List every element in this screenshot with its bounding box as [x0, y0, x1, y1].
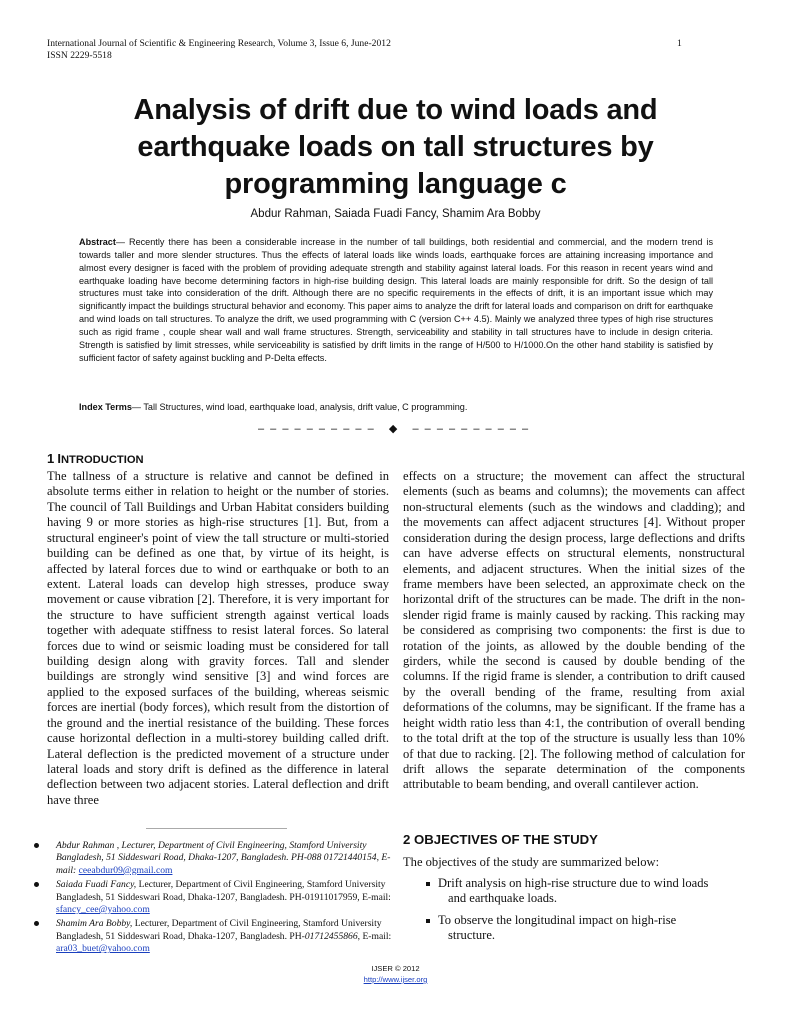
list-item: [426, 913, 746, 944]
objective-line-2: structure.: [448, 928, 496, 943]
footnote-item: [34, 918, 394, 955]
footnote-name: Saiada Fuadi Fancy,: [56, 879, 137, 891]
footer-copyright: IJSER © 2012: [371, 964, 420, 973]
footnote-email-label: , E-mail:: [357, 930, 392, 942]
section-1-right-column: effects on a structure; the movement can affect the structural elements (such as beams and columns); the movements can affect non-structural elements (such as the windows and cladding); and the movements can affect adjacent structures [4]. Without proper consideration during the design process, large deflections and drifts can have adverse effects on structural elements, nonstructural elements, and adjacent structures. When the initial sizes of the frame members have been selected, an approximate check on the horizontal drift of the structures can be made. The drift in the non-slender rigid frame is mainly caused by racking. This racking may be considered as comprising two components: the first is due to rotation of the joints, as allowed by the double bending of the girders, while the second is caused by double bending of the columns. If the rigid frame is slender, a contribution to drift caused by the overall bending of the frame, resulting from axial deformations of the columns, may be significant. If the frame has a height width ratio less than 4:1, the contribution of overall bending to the total drift at the top of the structure is usually less than 10% of that due to racking. [2]. The following method of calculation for drift allows the separate determination of the components attributable to beam bending, and overall cantilever action.: [403, 469, 745, 792]
section-1-title-initial: I: [57, 451, 61, 466]
footnote-name: Shamim Ara Bobby,: [56, 918, 133, 930]
paper-title: [80, 92, 711, 203]
footnote-item: [34, 879, 394, 916]
title-line-1: Analysis of drift due to wind loads and: [133, 94, 658, 126]
footer-url-link[interactable]: http://www.ijser.org: [363, 975, 428, 984]
footnote-separator: [146, 828, 287, 829]
section-1-heading: [47, 451, 144, 466]
objective-line-1: To observe the longitudinal impact on high-rise: [438, 912, 677, 927]
footnote-name: Abdur Rahman: [56, 840, 115, 851]
objective-line-1: Drift analysis on high-rise structure due to wind loads: [438, 876, 709, 890]
bullet-icon: [34, 843, 39, 848]
list-item: [426, 876, 746, 907]
email-link[interactable]: ceeabdur09@gmail.com: [78, 864, 173, 876]
journal-header: [47, 38, 687, 62]
section-1-left-column: The tallness of a structure is relative and cannot be defined in absolute terms either in relation to height or the number of stories. The council of Tall Buildings and Urban Habitat considers building having 9 or more stories as high-rise structures [1]. But, from a structural engineer's point of view the tall structure or multi-storied building can be defined as one that, by virtue of its height, is affected by lateral forces due to wind or earthquake or both to an extent. Lateral loads can develop high stresses, produce sway movement or cause vibration [2]. Therefore, it is very important for the structure to have sufficient strength against vertical loads together with adequate stiffness to resist lateral forces. So lateral forces due to wind or seismic loading must be considered for tall building design along with gravity forces. Tall and slender buildings are strongly wind sensitive [3] and wind forces are applied to the exposed surfaces of the building, whereas seismic forces are inertial (body forces), which result from the distortion of the ground and the inertial resistance of the building. These forces cause horizontal deflection in a multi-storey building called drift. Lateral deflection is the predicted movement of a structure under lateral loads and story drift is defined as the difference in lateral deflection between two adjacent stories. Lateral deflection and drift have three: [47, 469, 389, 807]
title-line-2: earthquake loads on tall structures by: [137, 131, 654, 163]
title-line-3: programming language c: [224, 168, 567, 200]
author-list: Abdur Rahman, Saiada Fuadi Fancy, Shamim Ara Bobby: [250, 208, 541, 220]
section-1-number: 1: [47, 451, 55, 466]
issn: ISSN 2229-5518: [47, 50, 112, 61]
email-link[interactable]: ara03_buet@yahoo.com: [56, 943, 150, 955]
section-2-intro: The objectives of the study are summarized below:: [403, 855, 660, 869]
footnote-affiliation: , Lecturer, Department of Civil Engineering, Stamford University Bangladesh, 51 Siddeswari Road, Dhaka-1207, Bangladesh. PH-088 01721440154,: [56, 840, 379, 864]
page-number: 1: [677, 38, 682, 49]
abstract-label: Abstract: [79, 237, 116, 247]
section-2-heading: 2 OBJECTIVES OF THE STUDY: [403, 832, 598, 847]
footnote-item: [34, 840, 394, 877]
bullet-icon: [34, 882, 39, 887]
abstract: [79, 236, 713, 364]
section-1-title-rest: NTRODUCTION: [60, 454, 144, 466]
section-divider: – – – – – – – – – – ◆ – – – – – – – – – –: [258, 423, 530, 435]
square-bullet-icon: [426, 882, 430, 886]
square-bullet-icon: [426, 919, 430, 923]
index-terms-text: — Tall Structures, wind load, earthquake load, analysis, drift value, C programming.: [131, 402, 468, 412]
footnote-affiliation: Lecturer, Department of Civil Engineering, Stamford University Bangladesh, 51 Siddeswari Road, Dhaka-1207, Bangladesh. PH-01911017959,: [56, 879, 386, 903]
author-footnotes: [34, 840, 394, 958]
footnote-affiliation: Lecturer, Department of Civil Engineering, Stamford University Bangladesh, 51 Siddeswari Road, Dhaka-1207, Bangladesh. PH-: [56, 918, 382, 942]
email-link[interactable]: sfancy_cee@yahoo.com: [56, 904, 150, 916]
footnote-phone: 01712455866: [304, 930, 358, 942]
abstract-text: — Recently there has been a considerable increase in the number of tall buildings, both residential and commercial, and the modern trend is towards taller and more slender structures. Thus the effects of lateral loads like winds loads, earthquake forces are attaining increasing importance and almost every designer is faced with the problem of providing adequate strength and stability against lateral loads. For this reason in recent years wind and earthquake loading have become determining factors in high-rise building design. This lateral loads are mainly responsible for drift. So the design of tall structures must take into consideration of the drift. Although there are no specific requirements in the effects of drift, it is an important issue which may significantly impact the buildings structural behavior and economy. This paper aims to analyze the drift for lateral loads and comparison on drift for earthquake and wind loads on tall structures. To analyze the drift, we used programming with C (version C++ 4.5). Mainly we analyzed three types of high rise structures such as rigid frame , couple shear wall and wall frame structures. Strength, serviceability and stability in tall structures have to include in design criteria. Strength is satisfied by limit stresses, while serviceability is satisfied by drift limits in the range of H/500 to H/1000.On the other hand stability is satisfied by sufficient factor of safety against buckling and P-Delta effects.: [79, 237, 713, 363]
footnote-email-label: E-mail:: [359, 891, 391, 903]
index-terms: [79, 401, 713, 414]
footnote-email-label: E-mail:: [56, 852, 391, 876]
objective-line-2: and earthquake loads.: [448, 891, 558, 906]
index-terms-label: Index Terms: [79, 402, 132, 412]
bullet-icon: [34, 921, 39, 926]
objectives-list: [426, 876, 746, 950]
journal-citation: International Journal of Scientific & Engineering Research, Volume 3, Issue 6, June-2012: [47, 38, 391, 49]
page-footer: [300, 963, 491, 985]
